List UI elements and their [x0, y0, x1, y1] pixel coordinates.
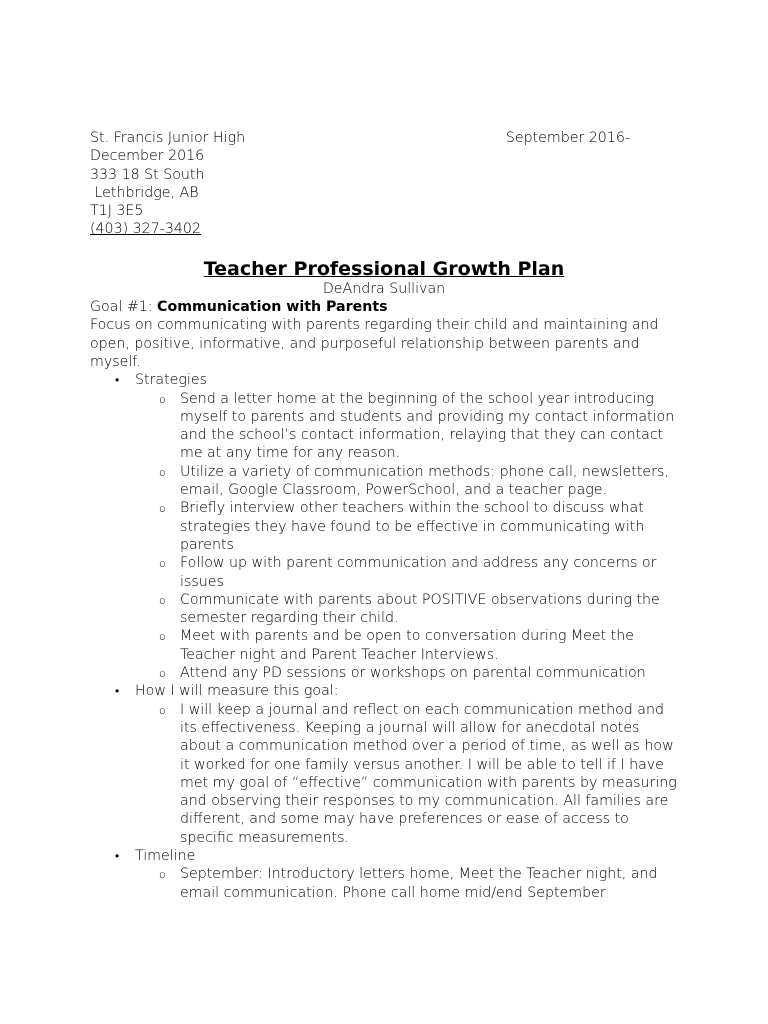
section-strategies [115, 371, 690, 682]
section-list [90, 371, 690, 902]
goal-name: Communication with Parents [157, 299, 388, 316]
circle-bullet-icon: o [159, 465, 166, 479]
list-item-text: Utilize a variety of communication methods: phone call, newsletters, email, Google Classroom, PowerSchool, and a teacher page. [180, 463, 669, 499]
section-heading: Timeline [135, 847, 196, 864]
list-item-text: Communicate with parents about POSITIVE observations during the semester regarding their child. [180, 591, 660, 627]
circle-bullet-icon: o [159, 868, 166, 882]
list-item [159, 463, 680, 500]
plan-title: Teacher Professional Growth Plan [203, 257, 565, 280]
list-item [159, 390, 680, 463]
list-item-text: September: Introductory letters home, Meet the Teacher night, and email communication. Phone call home mid/end September [180, 866, 658, 901]
list-item [159, 499, 680, 554]
section-heading: Strategies [135, 372, 207, 389]
timeline-list [135, 865, 690, 902]
section-measure [115, 682, 690, 847]
date-range-end: December 2016 [90, 148, 205, 165]
school-city: Lethbridge, AB [90, 184, 199, 201]
bullet-icon: • [115, 373, 120, 388]
list-item [159, 664, 680, 682]
list-item-text: Follow up with parent communication and address any concerns or issues [180, 555, 657, 590]
list-item [159, 591, 680, 628]
goal-line [90, 298, 690, 316]
bullet-icon: • [115, 848, 120, 863]
school-phone-link[interactable]: (403) 327-3402 [90, 221, 201, 238]
section-heading: How I will measure this goal: [135, 683, 339, 700]
goal-focus: Focus on communicating with parents regarding their child and maintaining and open, positive, informative, and purposeful relationship between parents and myself. [90, 317, 659, 370]
plan-author: DeAndra Sullivan [322, 280, 446, 297]
list-item [159, 627, 680, 664]
list-item [159, 865, 680, 902]
circle-bullet-icon: o [159, 593, 166, 607]
list-item [159, 701, 680, 847]
list-item-text: Attend any PD sessions or workshops on parental communication [180, 665, 646, 682]
list-item [159, 554, 680, 591]
school-name: St. Francis Junior High [90, 130, 246, 146]
circle-bullet-icon: o [159, 630, 166, 644]
bullet-icon: • [115, 684, 120, 699]
document-body [90, 129, 690, 902]
strategies-list [135, 390, 690, 683]
date-range: September 2016- [505, 130, 630, 146]
circle-bullet-icon: o [159, 392, 166, 406]
circle-bullet-icon: o [159, 502, 166, 516]
circle-bullet-icon: o [159, 667, 166, 681]
header-line [90, 129, 630, 147]
list-item-text: Briefly interview other teachers within the school to discuss what strategies they have found to be effective in communicating with parents [180, 500, 645, 553]
list-item-text: Meet with parents and be open to conversation during Meet the Teacher night and Parent Teacher Interviews. [180, 628, 634, 663]
circle-bullet-icon: o [159, 703, 166, 717]
goal-prefix: Goal #1: [90, 299, 158, 316]
measure-list [135, 701, 690, 847]
list-item-text: I will keep a journal and reflect on each communication method and its effectiveness. Keeping a journal will allow for anecdotal notes about a communication method over a period of time, as well as how it worked for one family versus another. I will be able to tell if I have met my goal of “effective” communication with parents by measuring and observing their responses to my communication. All families are different, and some may have preferences or ease of access to specific measurements. [180, 701, 677, 846]
section-timeline [115, 847, 690, 902]
list-item-text: Send a letter home at the beginning of the school year introducing myself to parents and students and providing my contact information and the school’s contact information, relaying that they can contact me at any time for any reason. [180, 390, 675, 462]
circle-bullet-icon: o [159, 557, 166, 571]
school-street: 333 18 St South [90, 166, 205, 183]
school-postal: T1J 3E5 [90, 203, 144, 220]
